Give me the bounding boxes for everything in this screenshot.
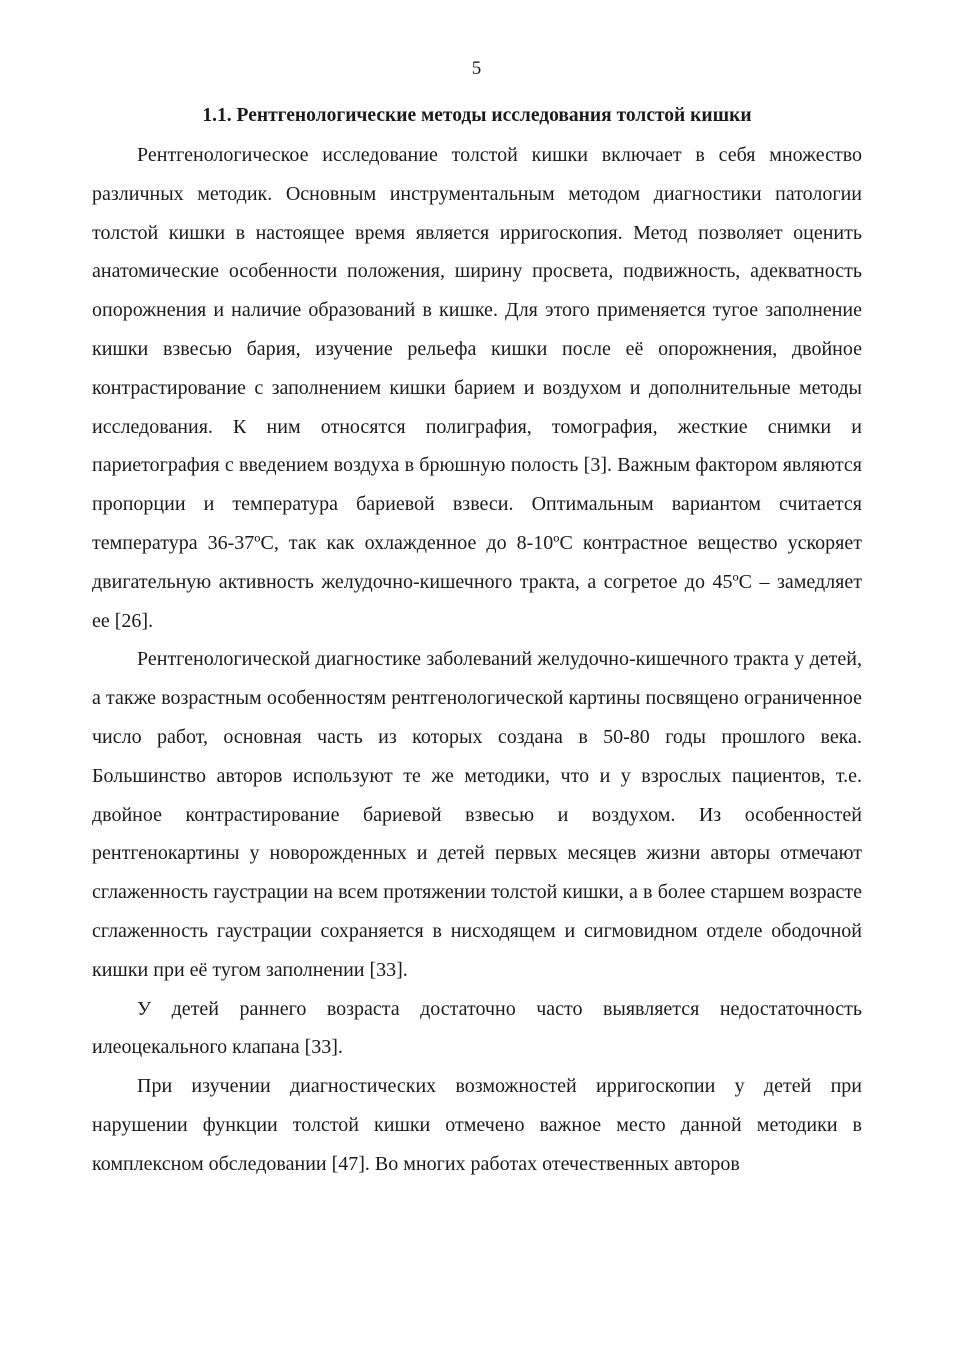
paragraph: При изучении диагностических возможностей ирригоскопии у детей при нарушении функции толстой кишки отмечено важное место данной методики в комплексном обследовании [47]. Во многих работах отечественных авторов bbox=[92, 1075, 862, 1175]
paragraph: Рентгенологическое исследование толстой кишки включает в себя множество различных методик. Основным инструментальным методом диагностики патологии толстой кишки в настоящее время является ирригоскопия. Метод позволяет оценить анатомические особенности положения, ширину просвета, подвижность, адекватность опорожнения и наличие образований в кишке. Для этого применяется тугое заполнение кишки взвесью бария, изучение рельефа кишки после её опорожнения, двойное контрастирование с заполнением кишки барием и воздухом и дополнительные методы исследования. К ним относятся полиграфия, томография, жесткие снимки и париетография с введением воздуха в брюшную полость [3]. Важным фактором являются пропорции и температура бариевой взвеси. Оптимальным вариантом считается температура 36-37ºС, так как охлажденное до 8-10ºС контрастное вещество ускоряет двигательную активность желудочно-кишечного тракта, а согретое до 45ºС – замедляет ее [26]. bbox=[92, 144, 862, 632]
paragraph: У детей раннего возраста достаточно часто выявляется недостаточность илеоцекального клапана [33]. bbox=[92, 997, 862, 1059]
section-heading: 1.1. Рентгенологические методы исследования толстой кишки bbox=[202, 105, 752, 126]
paragraph: Рентгенологической диагностике заболеваний желудочно-кишечного тракта у детей, а также возрастным особенностям рентгенологической картины посвящено ограниченное число работ, основная часть из которых создана в 50-80 годы прошлого века. Большинство авторов используют те же методики, что и у взрослых пациентов, т.е. двойное контрастирование бариевой взвесью и воздухом. Из особенностей рентгенокартины у новорожденных и детей первых месяцев жизни авторы отмечают сглаженность гаустрации на всем протяжении толстой кишки, а в более старшем возрасте сглаженность гаустрации сохраняется в нисходящем и сигмовидном отделе ободочной кишки при её тугом заполнении [33]. bbox=[92, 648, 862, 981]
body-text bbox=[92, 136, 862, 1184]
page-number: 5 bbox=[471, 58, 482, 79]
